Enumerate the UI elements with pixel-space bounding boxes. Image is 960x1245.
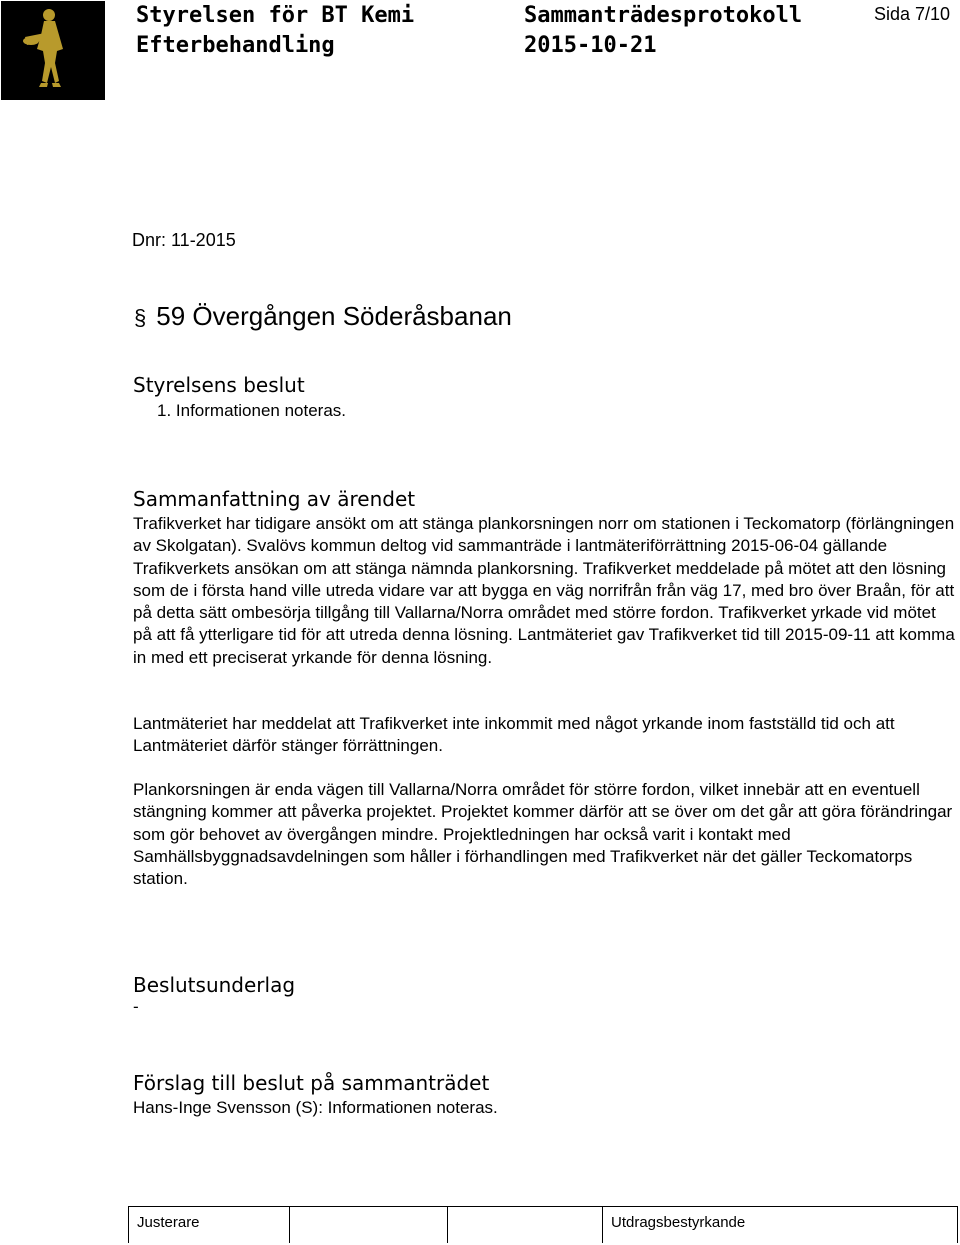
- justerare-label: Justerare: [137, 1214, 200, 1231]
- org-line-2: Efterbehandling: [136, 33, 335, 58]
- summary-paragraph-2: Lantmäteriet har meddelat att Trafikverket inte inkommit med något yrkande inom fastställd tid och att Lantmäteriet därför stänger förrättningen.: [133, 714, 895, 756]
- summary-paragraph-1: Trafikverket har tidigare ansökt om att stänga plankorsningen norr om stationen i Teckomatorp (förlängningen av Skolgatan). Svalövs kommun deltog vid sammanträde i lantmäteriförrättning 2015-06-04 gällande Trafikverkets ansökan om att stänga nämnda plankorsning. Trafikverket meddelade på mötet att den lösning som de i första hand ville utreda vidare var att bygga en väg norrifrån från väg 17, med bro över Braån, för att på detta sätt ombesörja tillgång till Vallarna/Norra området med större fordon. Trafikverket yrkade vid mötet på att få ytterligare tid för att utreda denna lösning. Lantmäteriet gav Trafikverket tid till 2015-09-11 att komma in med ett preciserat yrkande för denna lösning.: [133, 514, 955, 667]
- beslutsunderlag-content: -: [133, 997, 139, 1016]
- summary-paragraph-3: Plankorsningen är enda vägen till Vallarna/Norra området för större fordon, vilket innebär att en eventuell stängning kommer att påverka projektet. Projektet kommer därför att se över om det går att göra förändringar som gör behovet av övergången mindre. Projektledningen har också varit i kontakt med Samhällsbyggnadsavdelningen som håller i förhandlingen med Trafikverket när det gäller Teckomatorps station.: [133, 780, 953, 889]
- diary-number: Dnr: 11-2015: [132, 230, 236, 250]
- heading-beslutsunderlag: Beslutsunderlag: [133, 973, 296, 997]
- decision-item: 1. Informationen noteras.: [157, 401, 347, 420]
- logo: [1, 1, 105, 100]
- org-line-1: Styrelsen för BT Kemi: [136, 3, 415, 28]
- utdragsbestyrkande-label: Utdragsbestyrkande: [611, 1214, 746, 1231]
- footer-divider: [289, 1207, 290, 1243]
- doc-date: 2015-10-21: [524, 33, 657, 58]
- heading-forslag: Förslag till beslut på sammanträdet: [133, 1071, 490, 1095]
- footer-divider: [602, 1207, 603, 1243]
- signature-footer: [128, 1206, 958, 1243]
- doc-type: Sammanträdesprotokoll: [524, 3, 803, 28]
- proposal-content: Hans-Inge Svensson (S): Informationen noteras.: [133, 1098, 498, 1117]
- footer-divider: [447, 1207, 448, 1243]
- heading-sammanfattning: Sammanfattning av ärendet: [133, 487, 416, 511]
- section-number-title: 59 Övergången Söderåsbanan: [156, 301, 512, 331]
- section-title: [134, 300, 512, 334]
- org-name: [136, 1, 414, 61]
- figure-carrying-basket-icon: [1, 1, 105, 100]
- doc-meta: [524, 1, 802, 61]
- page-number: Sida 7/10: [873, 4, 950, 24]
- heading-styrelsens-beslut: Styrelsens beslut: [133, 373, 305, 397]
- paragraph-symbol: §: [134, 305, 147, 330]
